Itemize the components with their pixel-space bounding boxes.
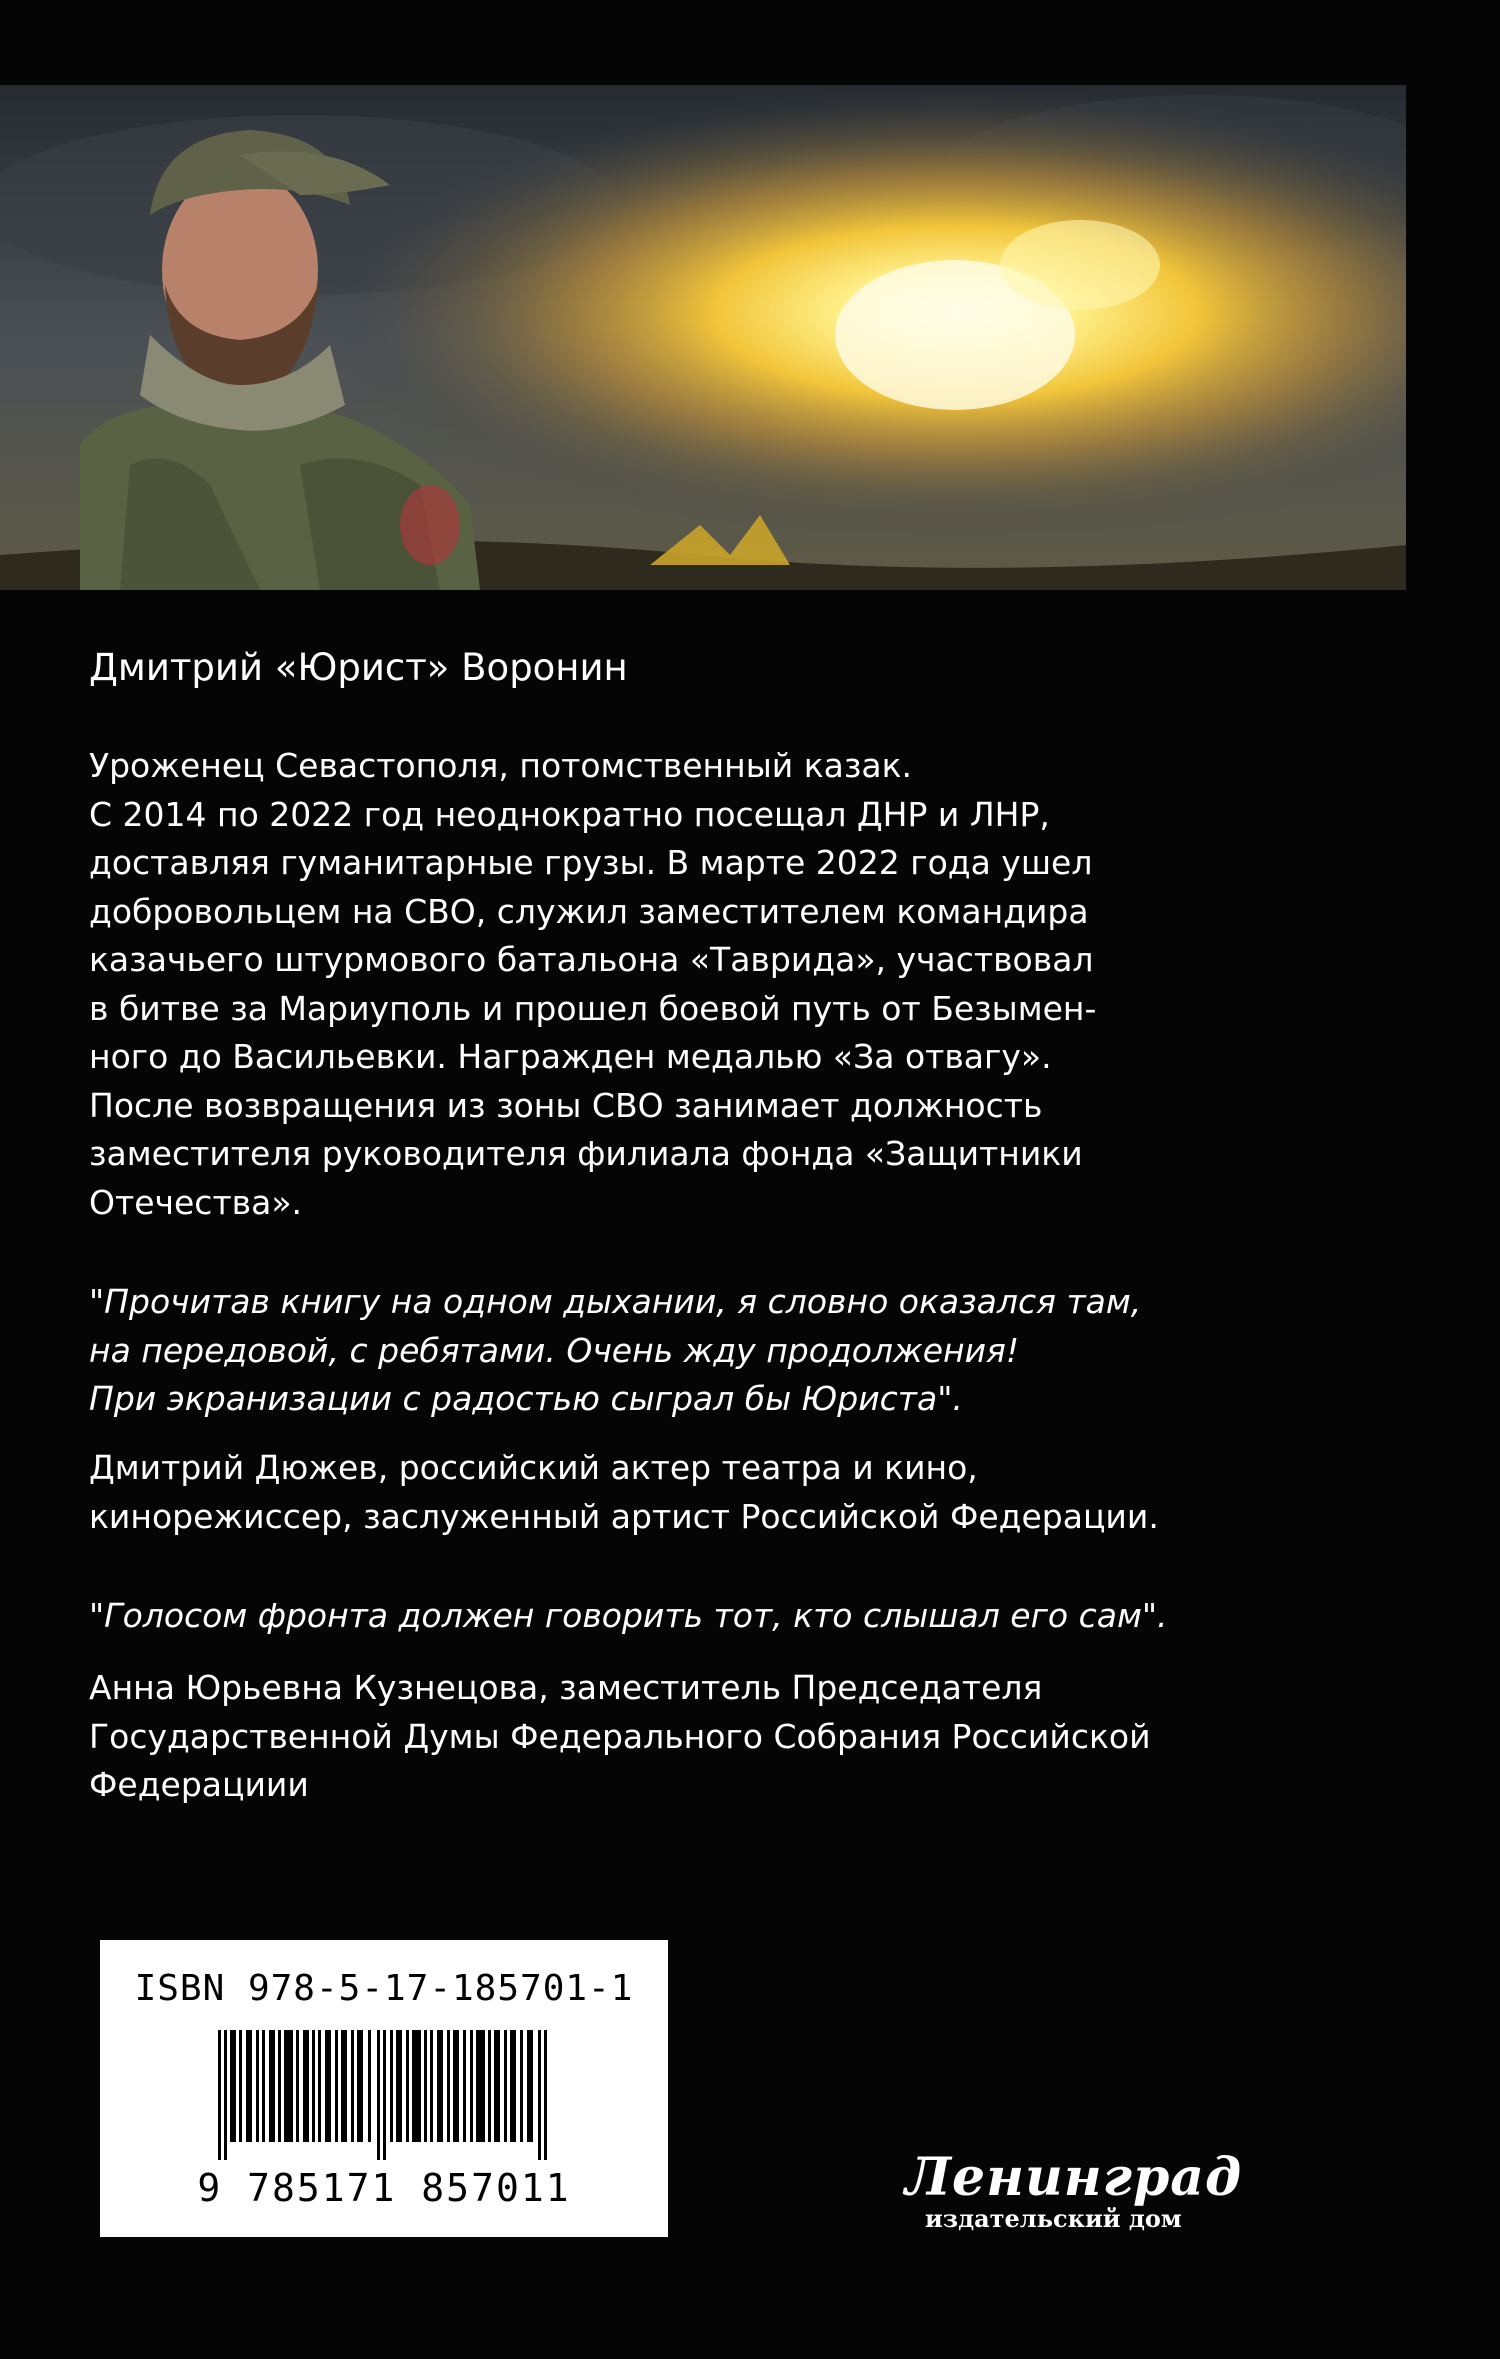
attribution-line: кинорежиссер, заслуженный артист Российской Федерации. bbox=[89, 1496, 1159, 1536]
bio-line: казачьего штурмового батальона «Таврида», участвовал bbox=[89, 940, 1094, 979]
bio-line: Отечества». bbox=[89, 1182, 303, 1222]
isbn-barcode bbox=[100, 1940, 668, 2237]
author-bio bbox=[89, 742, 1189, 1227]
bio-line: в битве за Мариуполь и прошел боевой путь от Безымен- bbox=[89, 988, 1097, 1028]
cover-photo bbox=[0, 85, 1406, 590]
isbn-number: ISBN 978-5-17-185701-1 bbox=[134, 1968, 634, 2009]
quote-attribution-kuznetsova bbox=[89, 1664, 1151, 1810]
bio-line: С 2014 по 2022 год неоднократно посещал ДНР и ЛНР, bbox=[89, 794, 1050, 834]
publisher-name: Ленинград bbox=[905, 2147, 1243, 2208]
publisher-subtitle: издательский дом bbox=[925, 2204, 1182, 2233]
author-name: Дмитрий «Юрист» Воронин bbox=[89, 646, 628, 689]
publisher-logo bbox=[905, 2147, 1285, 2233]
attribution-line: Государственной Думы Федерального Собрания Российской bbox=[89, 1716, 1151, 1756]
barcode-digits: 9 785171 857011 bbox=[197, 2166, 571, 2210]
barcode-bars bbox=[218, 2030, 550, 2160]
bio-line: доставляя гуманитарные грузы. В марте 2022 года ушел bbox=[89, 843, 1093, 882]
quote-dyuzhev bbox=[89, 1278, 1141, 1424]
soldier-explosion-photo bbox=[0, 85, 1406, 590]
bio-line: Уроженец Севастополя, потомственный казак. bbox=[89, 746, 913, 785]
attribution-line: Федерациии bbox=[89, 1765, 309, 1804]
bio-line: ного до Васильевки. Награжден медалью «За отвагу». bbox=[89, 1037, 1052, 1076]
quote-line: "Голосом фронта должен говорить тот, кто слышал его сам". bbox=[89, 1596, 1168, 1635]
quote-kuznetsova bbox=[89, 1592, 1168, 1641]
bio-line: добровольцем на СВО, служил заместителем командира bbox=[89, 891, 1089, 931]
quote-line: "Прочитав книгу на одном дыхании, я словно оказался там, bbox=[89, 1282, 1142, 1321]
quote-line: на передовой, с ребятами. Очень жду продолжения! bbox=[89, 1330, 1020, 1370]
attribution-line: Анна Юрьевна Кузнецова, заместитель Председателя bbox=[89, 1668, 1043, 1707]
bio-line: После возвращения из зоны СВО занимает должность bbox=[89, 1085, 1043, 1125]
attribution-line: Дмитрий Дюжев, российский актер театра и кино, bbox=[89, 1448, 978, 1487]
bio-line: заместителя руководителя филиала фонда «Защитники bbox=[89, 1134, 1083, 1173]
quote-line: При экранизации с радостью сыграл бы Юриста". bbox=[89, 1379, 963, 1418]
quote-attribution-dyuzhev bbox=[89, 1444, 1159, 1541]
